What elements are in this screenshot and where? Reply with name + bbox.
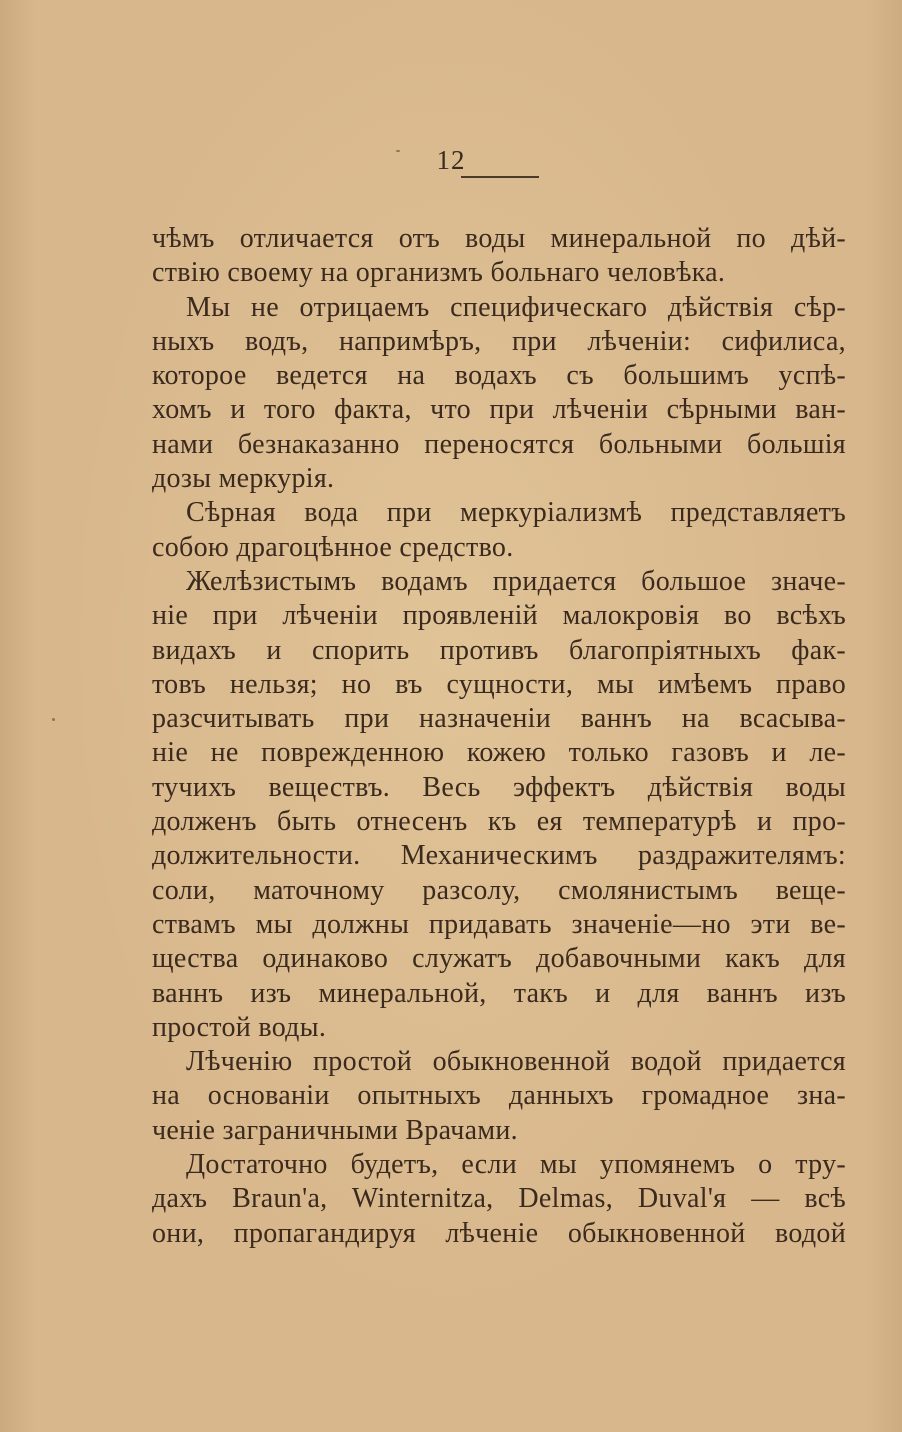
text-line: на основаніи опытныхъ данныхъ громадное зна- [152,1080,846,1112]
page-number: 12 [436,145,466,175]
text-line: хомъ и того факта, что при лѣченіи сѣрными ван- [152,394,846,426]
text-line: соли, маточному разсолу, смолянистымъ веще- [152,874,846,906]
text-line: которое ведется на водахъ съ большимъ успѣ- [152,360,846,392]
text-line: собою драгоцѣнное средство. [152,531,514,563]
text-line: дахъ Braun'a, Winternitza, Delmas, Duval'я — всѣ [152,1183,846,1215]
text-line: Достаточно будетъ, если мы упомянемъ о тру- [186,1149,846,1181]
text-line: чѣмъ отличается отъ воды минеральной по дѣй- [152,223,846,254]
text-line: ніе при лѣченіи проявленій малокровія во всѣхъ [152,600,846,632]
text-line: они, пропагандируя лѣченіе обыкновенной водой [152,1217,846,1249]
text-line: простой воды. [152,1011,327,1043]
body-text [152,222,846,1251]
text-line: товъ нельзя; но въ сущности, мы имѣемъ право [152,668,846,700]
text-line: Сѣрная вода при меркуріализмѣ представляетъ [186,497,846,529]
text-line: видахъ и спорить противъ благопріятныхъ фак- [152,634,846,666]
text-line: ваннъ изъ минеральной, такъ и для ваннъ изъ [152,977,846,1009]
text-line: ствію своему на организмъ больнаго человѣка. [152,257,726,289]
text-line: дозы меркурія. [152,463,335,495]
text-line: нами безнаказанно переносятся больными большія [152,428,846,460]
text-line: должительности. Механическимъ раздражителямъ: [152,840,846,872]
text-line: ныхъ водъ, напримѣръ, при лѣченіи: сифилиса, [152,325,846,357]
print-speck [52,718,55,721]
text-line: долженъ быть отнесенъ къ ея температурѣ и про- [152,806,846,838]
text-line: Лѣченію простой обыкновенной водой придается [186,1046,846,1078]
text-line: Желѣзистымъ водамъ придается большое значе- [186,565,846,597]
text-line: Мы не отрицаемъ специфическаго дѣйствія сѣр- [186,291,846,323]
text-line: разсчитывать при назначеніи ваннъ на всасыва- [152,703,846,735]
page-number-rule [461,176,539,178]
text-line: ніе не поврежденною кожею только газовъ и ле- [152,737,846,769]
text-line: щества одинаково служатъ добавочными какъ для [152,943,846,975]
print-speck [396,150,400,152]
text-line: ченіе заграничными Врачами. [152,1114,518,1146]
text-line: тучихъ веществъ. Весь эффектъ дѣйствія воды [152,771,846,803]
text-line: ствамъ мы должны придавать значеніе—но эти ве- [152,908,846,940]
